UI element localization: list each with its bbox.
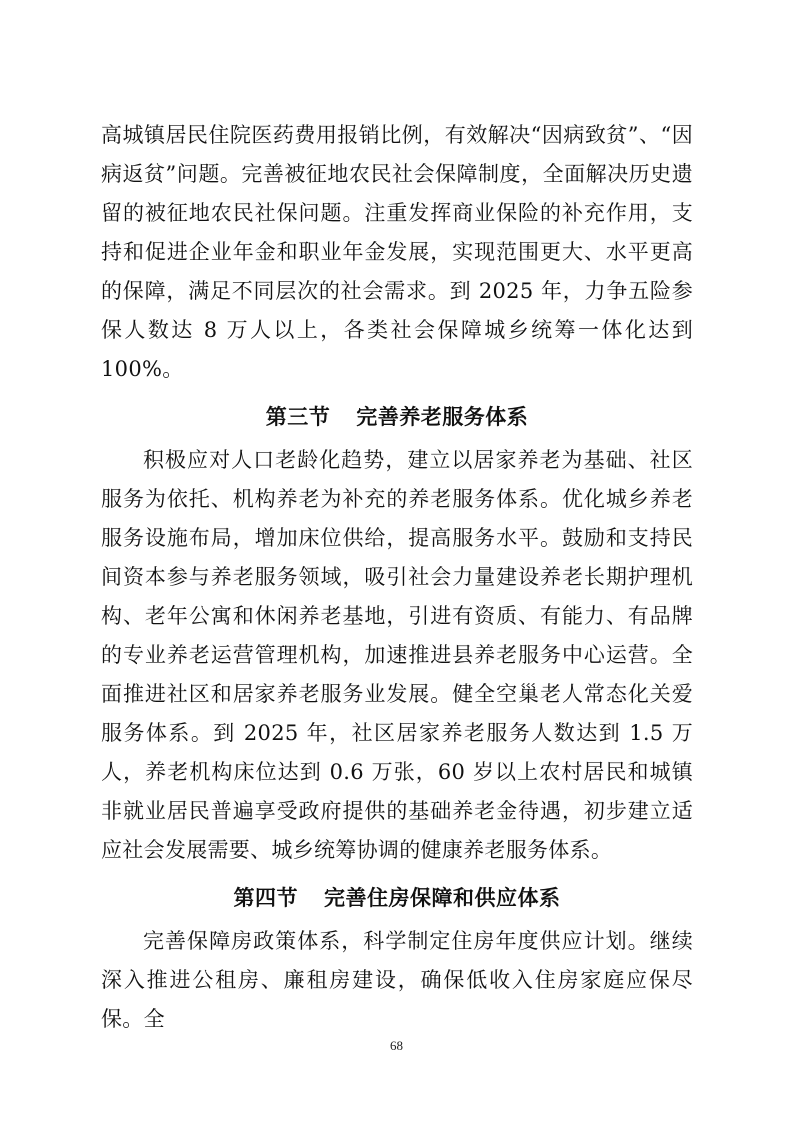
paragraph-housing: 完善保障房政策体系，科学制定住房年度供应计划。继续深入推进公租房、廉租房建设，确保低收入住房家庭应保尽保。全 [101,929,693,1031]
section-heading-4 [101,880,693,916]
section-title: 完善养老服务体系 [356,405,529,429]
section-number: 第三节 [265,405,331,429]
section-number: 第四节 [233,886,298,910]
paragraph-social-security: 高城镇居民住院医药费用报销比例，有效解决“因病致贫”、“因病返贫”问题。完善被征地农民社会保障制度，全面解决历史遗留的被征地农民社保问题。注重发挥商业保险的补充作用，支持和促进企业年金和职业年金发展，实现范围更大、水平更高的保障，满足不同层次的社会需求。到 2025 年，力争五险参保人数达 8 万人以上，各类社会保障城乡统筹一体化达到 100%。 [101,123,693,381]
section-heading-3 [101,399,693,435]
paragraph-elderly-care: 积极应对人口老龄化趋势，建立以居家养老为基础、社区服务为依托、机构养老为补充的养老服务体系。优化城乡养老服务设施布局，增加床位供给，提高服务水平。鼓励和支持民间资本参与养老服务领域，吸引社会力量建设养老长期护理机构、老年公寓和休闲养老基地，引进有资质、有能力、有品牌的专业养老运营管理机构，加速推进县养老服务中心运营。全面推进社区和居家养老服务业发展。健全空巢老人常态化关爱服务体系。到 2025 年，社区居家养老服务人数达到 1.5 万人，养老机构床位达到 0.6 万张，60 岁以上农村居民和城镇非就业居民普遍享受政府提供的基础养老金待遇，初步建立适应社会发展需要、城乡统筹协调的健康养老服务体系。 [101,448,693,862]
section-title: 完善住房保障和供应体系 [324,886,561,910]
document-body [101,116,693,1039]
page-number: 68 [390,1038,403,1053]
